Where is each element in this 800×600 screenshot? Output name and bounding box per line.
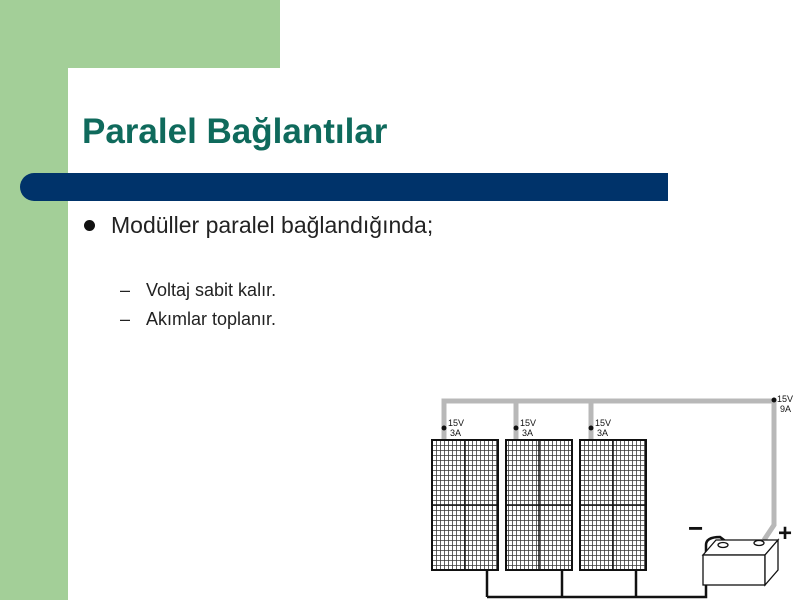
panel-3-current: 3A bbox=[597, 428, 609, 438]
slide-title: Paralel Bağlantılar bbox=[82, 112, 388, 151]
output-current: 9A bbox=[780, 404, 792, 414]
panel-3-voltage: 15V bbox=[595, 418, 612, 428]
solar-panel-3 bbox=[580, 440, 646, 570]
battery bbox=[703, 540, 778, 585]
sub-bullet-text: Voltaj sabit kalır. bbox=[146, 280, 277, 300]
bullet-dot-icon bbox=[84, 220, 95, 231]
sub-bullet-current bbox=[120, 309, 276, 330]
title-underline-bar bbox=[20, 173, 668, 201]
panel-2-voltage: 15V bbox=[520, 418, 537, 428]
sub-bullet-dash: – bbox=[120, 280, 131, 300]
panel-1-voltage: 15V bbox=[448, 418, 465, 428]
output-voltage: 15V bbox=[777, 394, 794, 404]
sub-bullet-text: Akımlar toplanır. bbox=[146, 309, 277, 329]
solar-panel-1 bbox=[432, 440, 498, 570]
sub-bullet-dash: – bbox=[120, 309, 131, 329]
green-background-left bbox=[0, 0, 68, 600]
main-bullet-text: Modüller paralel bağlandığında; bbox=[111, 212, 434, 238]
panel-1-current: 3A bbox=[450, 428, 462, 438]
sub-bullet-voltage bbox=[120, 280, 276, 301]
panel-2-current: 3A bbox=[522, 428, 534, 438]
main-bullet bbox=[84, 212, 433, 239]
solar-panel-2 bbox=[506, 440, 572, 570]
minus-icon: − bbox=[688, 513, 704, 543]
plus-icon: + bbox=[778, 520, 793, 547]
parallel-connection-diagram bbox=[420, 385, 800, 600]
